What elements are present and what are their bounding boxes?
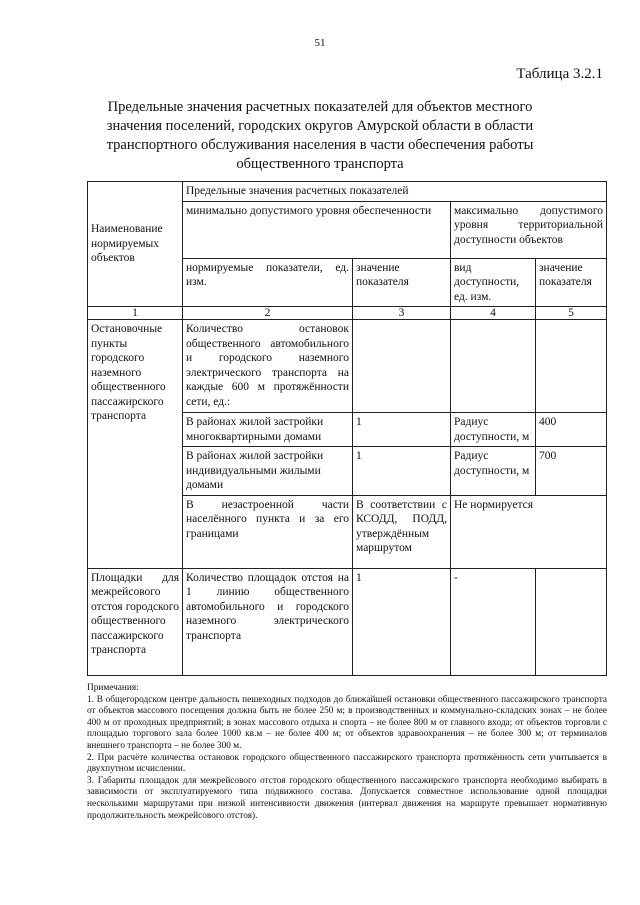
table-row	[88, 568, 607, 675]
note-item: 1. В общегородском центре дальность пешеходных подходов до ближайшей остановки общественного пассажирского транспорта от объектов массового посещения должна быть не более 250 м; в производственных и коммунально-складских зонах – не более 400 м от проходных предприятий; в зонах массового отдыха и спорта – не более 800 м от главного входа; от объектов торговли с площадью торгового зала более 1000 кв.м – не более 400 м; от объектов здравоохранения – не более 300 м; от терминалов внешнего транспорта – не более 300 м.	[87, 694, 607, 751]
stops-value: В соответствии с КСОДД, ПОДД, утверждённым маршрутом	[353, 495, 451, 568]
header-limit-values: Предельные значения расчетных показателей	[183, 182, 607, 202]
column-number: 4	[451, 307, 536, 320]
column-number: 2	[183, 307, 353, 320]
stops-access: Радиус доступности, м	[451, 413, 536, 447]
header-row-1	[88, 182, 607, 202]
document-title: Предельные значения расчетных показателей для объектов местного значения поселений, городских округов Амурской области в области транспортного обслуживания населения в части обеспечения работы общественного транспорта	[106, 99, 534, 172]
stops-intro: Количество остановок общественного автомобильного и городского наземного электрического транспорта на каждые 600 м протяжённости сети, ед.:	[183, 320, 353, 413]
empty-cell	[536, 320, 607, 413]
stops-access: Не нормируется	[451, 495, 607, 568]
notes-section	[87, 683, 607, 822]
column-number: 5	[536, 307, 607, 320]
table-label: Таблица 3.2.1	[516, 66, 603, 82]
header-normed-indicators: нормируемые показатели, ед. изм.	[183, 258, 353, 307]
header-max-level: максимально допустимого уровня территориальной доступности объектов	[451, 201, 607, 258]
stops-value: 1	[353, 447, 451, 496]
column-number: 1	[88, 307, 183, 320]
stops-indicator: В районах жилой застройки многоквартирными домами	[183, 413, 353, 447]
column-number-row	[88, 307, 607, 320]
header-min-level: минимально допустимого уровня обеспеченности	[183, 201, 451, 258]
note-item: 2. При расчёте количества остановок городского общественного пассажирского транспорта протяжённость сети учитывается в двухпутном исчислении.	[87, 752, 607, 775]
empty-cell	[353, 320, 451, 413]
sites-object-name: Площадки для межрейсового отстоя городского общественного пассажирского транспорта	[88, 568, 183, 675]
stops-access-value: 700	[536, 447, 607, 496]
stops-access: Радиус доступности, м	[451, 447, 536, 496]
limits-table	[87, 181, 607, 676]
notes-heading: Примечания:	[87, 683, 139, 693]
table-row	[88, 320, 607, 413]
header-object-name: Наименование нормируемых объектов	[88, 182, 183, 307]
stops-indicator: В районах жилой застройки индивидуальными жилыми домами	[183, 447, 353, 496]
header-indicator-value: значение показателя	[353, 258, 451, 307]
stops-object-name: Остановочные пункты городского наземного общественного пассажирского транспорта	[88, 320, 183, 569]
header-value: значение показателя	[536, 258, 607, 307]
stops-access-value: 400	[536, 413, 607, 447]
note-item: 3. Габариты площадок для межрейсового отстоя городского общественного пассажирского транспорта необходимо выбирать в зависимости от эксплуатируемого типа подвижного состава. Допускается совместное использование одной площадки несколькими маршрутами при низкой интенсивности движения (интервал движения на маршруте превышает нормативную продолжительность межрейсового отстоя).	[87, 775, 607, 821]
header-access-type: вид доступности, ед. изм.	[451, 258, 536, 307]
column-number: 3	[353, 307, 451, 320]
sites-indicator: Количество площадок отстоя на 1 линию общественного автомобильного и городского наземного электрического транспорта	[183, 568, 353, 675]
sites-access-value	[536, 568, 607, 675]
empty-cell	[451, 320, 536, 413]
stops-value: 1	[353, 413, 451, 447]
page-number: 51	[314, 37, 326, 49]
sites-access: -	[451, 568, 536, 675]
sites-value: 1	[353, 568, 451, 675]
stops-indicator: В незастроенной части населённого пункта и за его границами	[183, 495, 353, 568]
